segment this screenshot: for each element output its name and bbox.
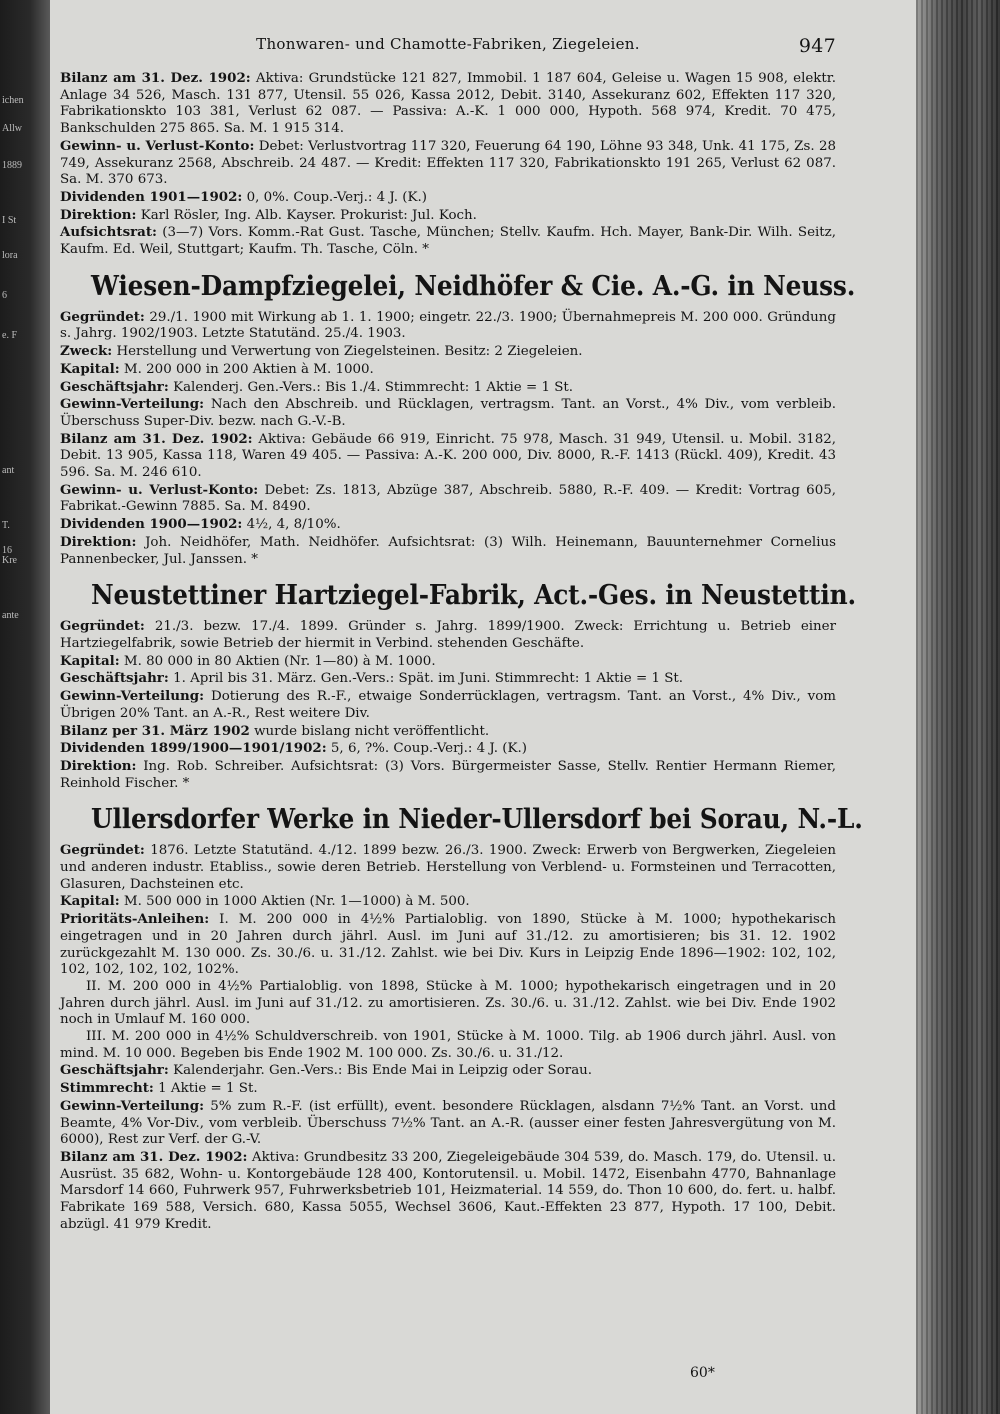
entry-paragraph bbox=[60, 343, 836, 361]
entry-paragraph bbox=[60, 723, 836, 741]
margin-fragment: T. bbox=[2, 520, 10, 531]
company-entry bbox=[60, 270, 856, 569]
entry-paragraph bbox=[60, 138, 836, 189]
entry-paragraph bbox=[60, 1098, 836, 1149]
field-label: Gewinn-Verteilung: bbox=[60, 1097, 205, 1114]
field-label: Bilanz am 31. Dez. 1902: bbox=[60, 70, 251, 86]
field-text: 29./1. 1900 mit Wirkung ab 1. 1. 1900; eingetr. 22./3. 1900; Übernahmepreis M. 200 000. Gründung s. Jahrg. 1902/1903. Letzte Statutänd. 25./4. 1903. bbox=[60, 309, 836, 342]
margin-fragment: 1889 bbox=[2, 160, 22, 171]
entry-paragraph bbox=[60, 189, 836, 207]
company-title: Neustettiner Hartziegel-Fabrik, Act.-Ges. in Neustettin. bbox=[91, 580, 856, 612]
field-label: Zweck: bbox=[60, 343, 113, 360]
company-entry bbox=[60, 804, 863, 1233]
company-title: Wiesen-Dampfziegelei, Neidhöfer & Cie. A.-G. in Neuss. bbox=[91, 270, 856, 302]
margin-fragment: Kre bbox=[2, 555, 17, 566]
field-text: wurde bislang nicht veröffentlicht. bbox=[249, 723, 490, 739]
field-text: Debet: Verlustvortrag 117 320, Feuerung 64 190, Löhne 93 348, Unk. 41 175, Zs. 28 749, Assekuranz 2568, Abschreib. 24 487. — Kredit: Effekten 117 320, Fabrikationskto 191 265, Verlust 62 087. Sa. M. 370 673. bbox=[60, 138, 836, 188]
field-label: Direktion: bbox=[60, 533, 137, 550]
field-label: Kapital: bbox=[60, 893, 120, 910]
company-entries bbox=[60, 70, 863, 1233]
margin-fragment: ant bbox=[2, 465, 15, 476]
entry-paragraph bbox=[60, 653, 836, 671]
margin-fragment: ichen bbox=[2, 95, 24, 106]
field-label: Gewinn-Verteilung: bbox=[60, 396, 205, 413]
entry-paragraph bbox=[60, 224, 836, 258]
field-label: Gewinn-Verteilung: bbox=[60, 688, 205, 705]
field-text: Nach den Abschreib. und Rücklagen, vertragsm. Tant. an Vorst., 4% Div., vom verbleib. Überschuss Super-Div. bezw. nach G.-V.-B. bbox=[60, 397, 836, 429]
entry-paragraph bbox=[60, 70, 836, 138]
entry-paragraph bbox=[60, 893, 836, 911]
field-label: Gewinn- u. Verlust-Konto: bbox=[60, 481, 259, 498]
margin-fragment: I St bbox=[2, 215, 17, 226]
margin-fragment: 6 bbox=[2, 290, 7, 301]
field-label: Gegründet: bbox=[60, 308, 145, 325]
entry-paragraph bbox=[60, 1149, 836, 1234]
running-title: Thonwaren- und Chamotte-Fabriken, Ziegeleien. bbox=[256, 35, 640, 53]
company-entry bbox=[60, 580, 856, 792]
field-text: II. M. 200 000 in 4½% Partialoblig. von 1898, Stücke à M. 1000; hypothekarisch eingetragen und in 20 Jahren durch jährl. Ausl. im Juni auf 31./12. zu amortisieren. Zs. 30./6. u. 31./12. Zahlst. wie bei Div. Ende 1902 noch in Umlauf M. 160 000. bbox=[60, 978, 836, 1028]
field-text: 21./3. bezw. 17./4. 1899. Gründer s. Jahrg. 1899/1900. Zweck: Errichtung u. Betrieb einer Hartziegelfabrik, sowie Betrieb der hiermit in Verbind. stehenden Geschäfte. bbox=[60, 619, 836, 651]
field-text: 5, 6, ?%. Coup.-Verj.: 4 J. (K.) bbox=[326, 741, 527, 757]
book-page bbox=[60, 34, 863, 1237]
field-label: Kapital: bbox=[60, 652, 120, 669]
field-text: Kalenderj. Gen.-Vers.: Bis 1./4. Stimmrecht: 1 Aktie = 1 St. bbox=[168, 379, 574, 395]
field-label: Gegründet: bbox=[60, 842, 145, 859]
field-text: Aktiva: Grundstücke 121 827, Immobil. 1 187 604, Geleise u. Wagen 15 908, elektr. Anlage 34 526, Masch. 131 877, Utensil. 55 026, Kassa 2012, Debit. 3140, Assekuranz 602, Effekten 117 320, Fabrikationskto 103 381, Verlust 62 087. — Passiva: A.-K. 1 000 000, Hypoth. 568 974, Kredit. 70 475, Bankschulden 275 865. Sa. M. 1 915 314. bbox=[60, 71, 836, 137]
field-text: Ing. Rob. Schreiber. Aufsichtsrat: (3) Vors. Bürgermeister Sasse, Stellv. Rentier Hermann Riemer, Reinhold Fischer. * bbox=[60, 758, 836, 791]
margin-fragment: 16 bbox=[2, 545, 12, 556]
field-label: Bilanz per 31. März 1902 bbox=[60, 722, 250, 739]
field-label: Gewinn- u. Verlust-Konto: bbox=[60, 137, 255, 154]
field-label: Geschäftsjahr: bbox=[60, 1062, 169, 1079]
entry-paragraph bbox=[60, 309, 836, 343]
field-text: I. M. 200 000 in 4½% Partialoblig. von 1890, Stücke à M. 1000; hypothekarisch eingetragen und in 20 Jahren durch jährl. Ausl. im Juni auf 31./12. zu amortisieren; bis 31. 12. 1902 zurückgezahlt M. 130 000. Zs. 30./6. u. 31./12. Zahlst. wie bei Div. Kurs in Leipzig Ende 1896—1902: 102, 102, 102, 102, 102, 102, 102%. bbox=[60, 912, 836, 978]
field-label: Dividenden 1901—1902: bbox=[60, 188, 243, 205]
field-label: Geschäftsjahr: bbox=[60, 378, 169, 395]
company-title: Ullersdorfer Werke in Nieder-Ullersdorf bei Sorau, N.-L. bbox=[91, 804, 863, 836]
field-label: Bilanz am 31. Dez. 1902: bbox=[60, 1148, 248, 1165]
field-label: Prioritäts-Anleihen: bbox=[60, 911, 210, 928]
field-text: M. 80 000 in 80 Aktien (Nr. 1—80) à M. 1000. bbox=[119, 653, 436, 669]
field-text: III. M. 200 000 in 4½% Schuldverschreib. von 1901, Stücke à M. 1000. Tilg. ab 1906 durch jährl. Ausl. von mind. M. 10 000. Begeben bis Ende 1902 M. 100 000. Zs. 30./6. u. 31./12. bbox=[60, 1029, 836, 1061]
field-text: Aktiva: Gebäude 66 919, Einricht. 75 978, Masch. 31 949, Utensil. u. Mobil. 3182, Debit. 13 905, Kassa 118, Waren 49 405. — Passiva: A.-K. 200 000, Div. 8000, R.-F. 1413 (Rückl. 409), Kredit. 43 596. Sa. M. 246 610. bbox=[60, 431, 836, 481]
entry-paragraph bbox=[60, 1029, 836, 1062]
running-header bbox=[60, 34, 836, 70]
page-number: 947 bbox=[798, 35, 836, 57]
field-text: 1 Aktie = 1 St. bbox=[153, 1081, 258, 1097]
field-text: 0, 0%. Coup.-Verj.: 4 J. (K.) bbox=[242, 189, 427, 205]
field-text: Aktiva: Grundbesitz 33 200, Ziegeleigebäude 304 539, do. Masch. 179, do. Utensil. u. Ausrüst. 35 682, Wohn- u. Kontorgebäude 128 400, Kontorutensil. u. Mobil. 1472, Eisenbahn 4770, Bahnanlage Marsdorf 14 660, Fuhrwerk 957, Fuhrwerksbetrieb 101, Heizmaterial. 14 559, do. Thon 10 600, do. fert. u. halbf. Fabrikate 169 588, Versich. 680, Kassa 5055, Wechsel 3606, Kaut.-Effekten 23 877, Hypoth. 17 100, Debit. abzügl. 41 979 Kredit. bbox=[60, 1149, 836, 1232]
margin-fragment: lora bbox=[2, 250, 18, 261]
entry-paragraph bbox=[60, 740, 836, 758]
entry-paragraph bbox=[60, 534, 836, 568]
entry-paragraph bbox=[60, 1062, 836, 1080]
margin-fragment: Allw bbox=[2, 123, 22, 134]
entry-paragraph bbox=[60, 618, 836, 652]
entry-paragraph bbox=[60, 516, 836, 534]
field-text: Joh. Neidhöfer, Math. Neidhöfer. Aufsichtsrat: (3) Wilh. Heinemann, Bauunternehmer Cornelius Pannenbecker, Jul. Janssen. * bbox=[60, 534, 836, 567]
entry-paragraph bbox=[60, 1080, 836, 1098]
margin-fragment: ante bbox=[2, 610, 19, 621]
field-text: Debet: Zs. 1813, Abzüge 387, Abschreib. 5880, R.-F. 409. — Kredit: Vortrag 605, Fabrikat.-Gewinn 7885. Sa. M. 8490. bbox=[60, 482, 837, 515]
entry-paragraph bbox=[60, 842, 836, 893]
field-text: 1. April bis 31. März. Gen.-Vers.: Spät. im Juni. Stimmrecht: 1 Aktie = 1 St. bbox=[168, 671, 684, 687]
field-label: Dividenden 1900—1902: bbox=[60, 516, 243, 533]
entry-paragraph bbox=[60, 207, 836, 225]
field-text: Dotierung des R.-F., etwaige Sonderrücklagen, vertragsm. Tant. an Vorst., 4% Div., vom Übrigen 20% Tant. an A.-R., Rest weitere Div. bbox=[60, 689, 836, 721]
entry-paragraph bbox=[60, 979, 836, 1029]
entry-paragraph bbox=[60, 482, 836, 516]
field-text: M. 500 000 in 1000 Aktien (Nr. 1—1000) à M. 500. bbox=[119, 894, 470, 910]
field-text: Herstellung und Verwertung von Ziegelsteinen. Besitz: 2 Ziegeleien. bbox=[112, 344, 583, 360]
margin-fragment: e. F bbox=[2, 330, 17, 341]
field-label: Direktion: bbox=[60, 206, 137, 223]
entry-paragraph bbox=[60, 758, 836, 792]
field-text: (3—7) Vors. Komm.-Rat Gust. Tasche, München; Stellv. Kaufm. Hch. Mayer, Bank-Dir. Wilh. Seitz, Kaufm. Ed. Weil, Stuttgart; Kaufm. Th. Tasche, Cöln. * bbox=[60, 225, 836, 258]
field-label: Direktion: bbox=[60, 757, 137, 774]
field-text: 4½, 4, 8/10%. bbox=[242, 517, 341, 533]
field-label: Geschäftsjahr: bbox=[60, 670, 169, 687]
field-label: Stimmrecht: bbox=[60, 1080, 154, 1097]
sheet-signature: 60* bbox=[690, 1365, 715, 1381]
field-label: Dividenden 1899/1900—1901/1902: bbox=[60, 740, 327, 757]
book-spine-shadow bbox=[916, 0, 1000, 1414]
field-text: 5% zum R.-F. (ist erfüllt), event. besondere Rücklagen, alsdann 7½% Tant. an Vorst. und Beamte, 4% Vor-Div., vom verbleib. Überschuss 7½% Tant. an A.-R. (ausser einer festen Jahresvergütung von M. 6000), Rest zur Verf. der G.-V. bbox=[60, 1098, 836, 1148]
field-text: Karl Rösler, Ing. Alb. Kayser. Prokurist: Jul. Koch. bbox=[136, 207, 477, 223]
entry-paragraph bbox=[60, 361, 836, 379]
field-text: Kalenderjahr. Gen.-Vers.: Bis Ende Mai in Leipzig oder Sorau. bbox=[168, 1063, 593, 1079]
entry-paragraph bbox=[60, 688, 836, 722]
field-label: Bilanz am 31. Dez. 1902: bbox=[60, 430, 253, 447]
field-label: Aufsichtsrat: bbox=[60, 224, 157, 241]
entry-paragraph bbox=[60, 396, 836, 430]
field-label: Kapital: bbox=[60, 360, 120, 377]
entry-paragraph bbox=[60, 431, 836, 482]
field-text: M. 200 000 in 200 Aktien à M. 1000. bbox=[119, 361, 374, 377]
entry-paragraph bbox=[60, 670, 836, 688]
entry-paragraph bbox=[60, 379, 836, 397]
adjacent-page-margin bbox=[0, 0, 50, 1414]
company-entry bbox=[60, 70, 836, 259]
field-text: 1876. Letzte Statutänd. 4./12. 1899 bezw. 26./3. 1900. Zweck: Erwerb von Bergwerken, Ziegeleien und anderen industr. Etabliss., sowie deren Betrieb. Herstellung von Verblend- u. Formsteinen und Terracotten, Glasuren, Dachsteinen etc. bbox=[60, 843, 836, 892]
field-label: Gegründet: bbox=[60, 618, 145, 635]
entry-paragraph bbox=[60, 911, 836, 979]
